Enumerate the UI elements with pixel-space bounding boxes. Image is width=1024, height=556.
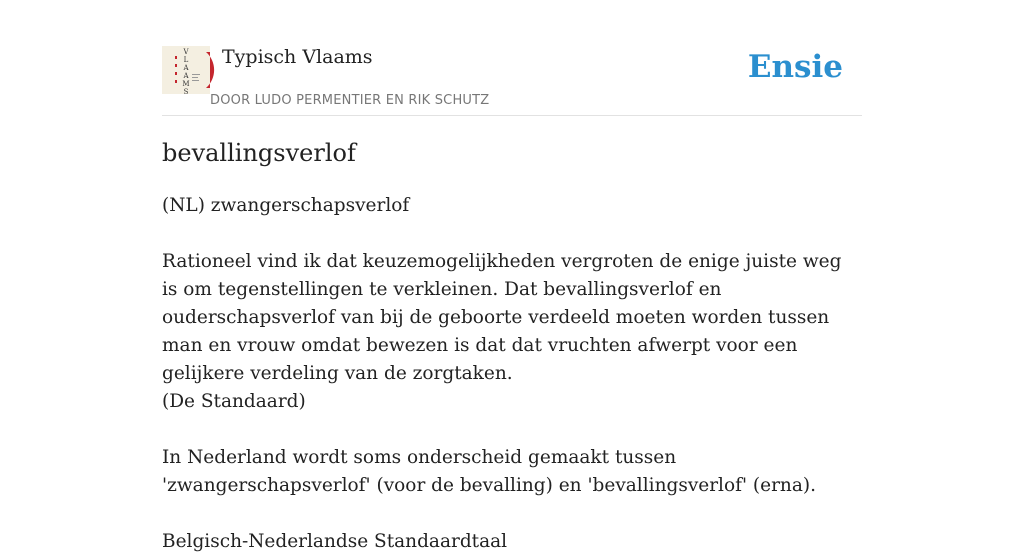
logo-letter-s: S	[183, 88, 189, 96]
paragraph-gap	[162, 416, 862, 444]
entry-category: Belgisch-Nederlandse Standaardtaal	[162, 531, 508, 552]
logo-letter-a2: A	[183, 72, 189, 80]
dictionary-header	[162, 0, 862, 116]
entry-page	[162, 0, 862, 552]
entry-example: Rationeel vind ik dat keuzemogelijkheden vergroten de enige juiste weg is om tegenstellingen te verkleinen. Dat bevallingsverlof en ouderschapsverlof van bij de geboorte verdeeld moeten worden tussen man en vrouw omdat bewezen is dat dat vruchten afwerpt voor een gelijkere verdeling van de zorgtaken.	[162, 251, 842, 384]
entry-source: (De Standaard)	[162, 391, 306, 412]
entry-note: In Nederland wordt soms onderscheid gemaakt tussen 'zwangerschapsverlof' (voor de bevalling) en 'bevallingsverlof' (erna).	[162, 447, 816, 496]
entry-translation: (NL) zwangerschapsverlof	[162, 195, 410, 216]
logo-letter-m: M	[182, 80, 190, 88]
logo-letter-v: V	[183, 48, 189, 56]
entry-definition	[162, 192, 862, 556]
logo-letter-a: A	[183, 64, 189, 72]
dictionary-title[interactable]: Typisch Vlaams	[222, 46, 373, 68]
paragraph-gap	[162, 220, 862, 248]
ensie-brand-link[interactable]: Ensie	[747, 49, 843, 85]
entry-headword: bevallingsverlof	[162, 139, 356, 167]
logo-letter-l: L	[183, 56, 189, 64]
typisch-vlaams-logo-icon[interactable]	[162, 46, 210, 94]
paragraph-gap	[162, 500, 862, 528]
dictionary-authors: DOOR LUDO PERMENTIER EN RIK SCHUTZ	[210, 93, 490, 108]
